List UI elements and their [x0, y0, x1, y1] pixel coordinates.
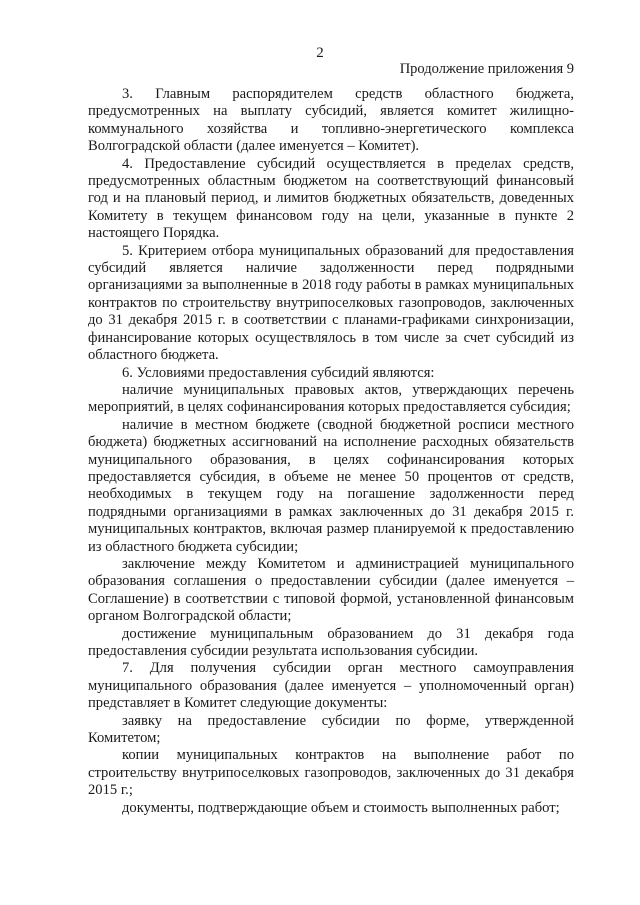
condition-legal-acts: наличие муниципальных правовых актов, утверждающих перечень мероприятий, в целях софинансирования которых предоставляется субсидия;	[88, 381, 574, 416]
appendix-continuation-label: Продолжение приложения 9	[399, 61, 574, 77]
document-contract-copies: копии муниципальных контрактов на выполнение работ по строительству внутрипоселковых газопроводов, заключенных до 31 декабря 2015 г.;	[88, 747, 574, 799]
paragraph-3: 3. Главным распорядителем средств областного бюджета, предусмотренных на выплату субсидий, является комитет жилищно-коммунального хозяйства и топливно-энергетического комплекса Волгоградской области (далее именуется – Комитет).	[88, 86, 574, 155]
document-application: заявку на предоставление субсидии по форме, утвержденной Комитетом;	[88, 712, 574, 747]
condition-agreement: заключение между Комитетом и администрацией муниципального образования соглашения о предоставлении субсидии (далее именуется – Соглашение) в соответствии с типовой формой, установленной финансовым органом Волгоградской области;	[88, 555, 574, 625]
paragraph-7: 7. Для получения субсидии орган местного самоуправления муниципального образования (далее именуется – уполномоченный орган) представляет в Комитет следующие документы:	[88, 660, 574, 712]
condition-budget-allocations: наличие в местном бюджете (сводной бюджетной росписи местного бюджета) бюджетных ассигнований на исполнение расходных обязательств муниципального образования, в целях софинансирования которых предоставляется субсидия, в объеме не менее 50 процентов от средств, необходимых в текущем году на погашение задолженности перед подрядными организациями в рамках заключенных до 31 декабря 2015 г. муниципальных контрактов, включая размер планируемой к предоставлению из областного бюджета субсидии;	[88, 416, 574, 555]
paragraph-6: 6. Условиями предоставления субсидий являются:	[122, 364, 435, 381]
page-number: 2	[316, 45, 324, 61]
paragraph-5: 5. Критерием отбора муниципальных образований для предоставления субсидий является наличие задолженности перед подрядными организациями за выполненные в 2018 году работы в рамках муниципальных контрактов по строительству внутрипоселковых газопроводов, заключенных до 31 декабря 2015 г. в соответствии с планами-графиками синхронизации, финансирование которых осуществлялось в том числе за счет субсидий из областного бюджета.	[88, 242, 574, 364]
paragraph-4: 4. Предоставление субсидий осуществляется в пределах средств, предусмотренных областным бюджетом на соответствующий финансовый год и на плановый период, и лимитов бюджетных обязательств, доведенных Комитету в текущем финансовом году на цели, указанные в пункте 2 настоящего Порядка.	[88, 155, 574, 242]
condition-result: достижение муниципальным образованием до 31 декабря года предоставления субсидии результата использования субсидии.	[88, 625, 574, 659]
document-work-confirmation: документы, подтверждающие объем и стоимость выполненных работ;	[122, 799, 560, 816]
document-body	[88, 86, 574, 817]
